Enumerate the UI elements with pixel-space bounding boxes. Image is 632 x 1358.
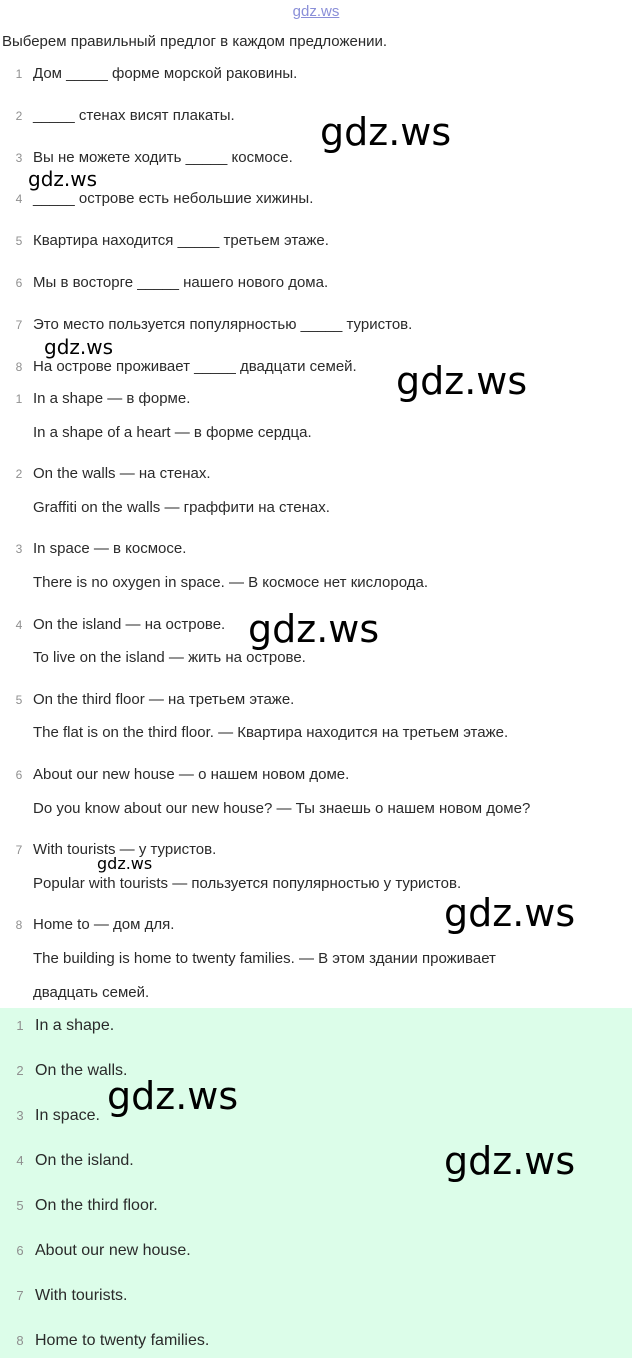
- example-text: двадцать семей.: [33, 984, 150, 1001]
- item-text: На острове проживает _____ двадцати семей.: [33, 358, 357, 375]
- item-number: 6: [15, 276, 23, 290]
- watermark: gdz.ws: [107, 1074, 239, 1118]
- watermark: gdz.ws: [44, 335, 114, 359]
- item-number: 5: [15, 693, 23, 707]
- item-text: In a shape — в форме.: [33, 390, 191, 407]
- item-number: 4: [16, 1153, 24, 1168]
- item-number: 1: [15, 67, 23, 81]
- item-number: 8: [15, 360, 23, 374]
- item-number: 7: [15, 843, 23, 857]
- item-text: _____ стенах висят плакаты.: [33, 107, 235, 124]
- item-text: With tourists — у туристов.: [33, 841, 217, 858]
- item-number: 7: [15, 318, 23, 332]
- item-number: 6: [15, 768, 23, 782]
- watermark: gdz.ws: [248, 607, 380, 651]
- item-number: 5: [15, 234, 23, 248]
- item-text: About our new house.: [35, 1242, 191, 1259]
- item-text: In space — в космосе.: [33, 540, 187, 557]
- item-number: 2: [16, 1063, 24, 1078]
- task-instruction: Выберем правильный предлог в каждом предложении.: [2, 33, 388, 50]
- watermark: gdz.ws: [28, 167, 98, 191]
- item-text: With tourists.: [35, 1287, 128, 1304]
- item-text: On the walls.: [35, 1062, 128, 1079]
- item-text: _____ острове есть небольшие хижины.: [33, 190, 314, 207]
- item-number: 2: [15, 467, 23, 481]
- item-text: In space.: [35, 1107, 100, 1124]
- item-number: 4: [15, 192, 23, 206]
- item-number: 8: [15, 918, 23, 932]
- item-text: About our new house — о нашем новом доме.: [33, 766, 350, 783]
- example-text: The flat is on the third floor. — Квартира находится на третьем этаже.: [33, 724, 509, 741]
- example-text: In a shape of a heart — в форме сердца.: [33, 424, 312, 441]
- item-number: 3: [15, 151, 23, 165]
- item-text: On the walls — на стенах.: [33, 465, 211, 482]
- item-text: Мы в восторге _____ нашего нового дома.: [33, 274, 329, 291]
- item-text: Дом _____ форме морской раковины.: [33, 65, 298, 82]
- item-text: On the third floor — на третьем этаже.: [33, 691, 295, 708]
- item-number: 7: [16, 1288, 24, 1303]
- item-number: 3: [15, 542, 23, 556]
- example-text: Popular with tourists — пользуется популярностью у туристов.: [33, 875, 462, 892]
- item-number: 6: [16, 1243, 24, 1258]
- item-text: Home to twenty families.: [35, 1332, 210, 1349]
- item-number: 2: [15, 109, 23, 123]
- item-text: Вы не можете ходить _____ космосе.: [33, 149, 293, 166]
- watermark: gdz.ws: [320, 110, 452, 154]
- watermark: gdz.ws: [97, 854, 153, 873]
- item-number: 8: [16, 1333, 24, 1348]
- item-text: On the third floor.: [35, 1197, 158, 1214]
- item-number: 5: [16, 1198, 24, 1213]
- example-text: There is no oxygen in space. — В космосе нет кислорода.: [33, 574, 429, 591]
- example-text: The building is home to twenty families. — В этом здании проживает: [33, 950, 496, 967]
- example-text: Do you know about our new house? — Ты знаешь о нашем новом доме?: [33, 800, 531, 817]
- item-number: 4: [15, 618, 23, 632]
- item-text: On the island.: [35, 1152, 134, 1169]
- watermark: gdz.ws: [396, 359, 528, 403]
- item-number: 1: [16, 1018, 24, 1033]
- example-text: To live on the island — жить на острове.: [33, 649, 306, 666]
- watermark: gdz.ws: [444, 891, 576, 935]
- item-number: 1: [15, 392, 23, 406]
- site-link[interactable]: gdz.ws: [292, 3, 340, 20]
- item-text: Это место пользуется популярностью _____ туристов.: [33, 316, 413, 333]
- item-text: Квартира находится _____ третьем этаже.: [33, 232, 329, 249]
- example-text: Graffiti on the walls — граффити на стенах.: [33, 499, 330, 516]
- item-text: On the island — на острове.: [33, 616, 226, 633]
- item-text: Home to — дом для.: [33, 916, 175, 933]
- item-text: In a shape.: [35, 1017, 115, 1034]
- watermark: gdz.ws: [444, 1139, 576, 1183]
- item-number: 3: [16, 1108, 24, 1123]
